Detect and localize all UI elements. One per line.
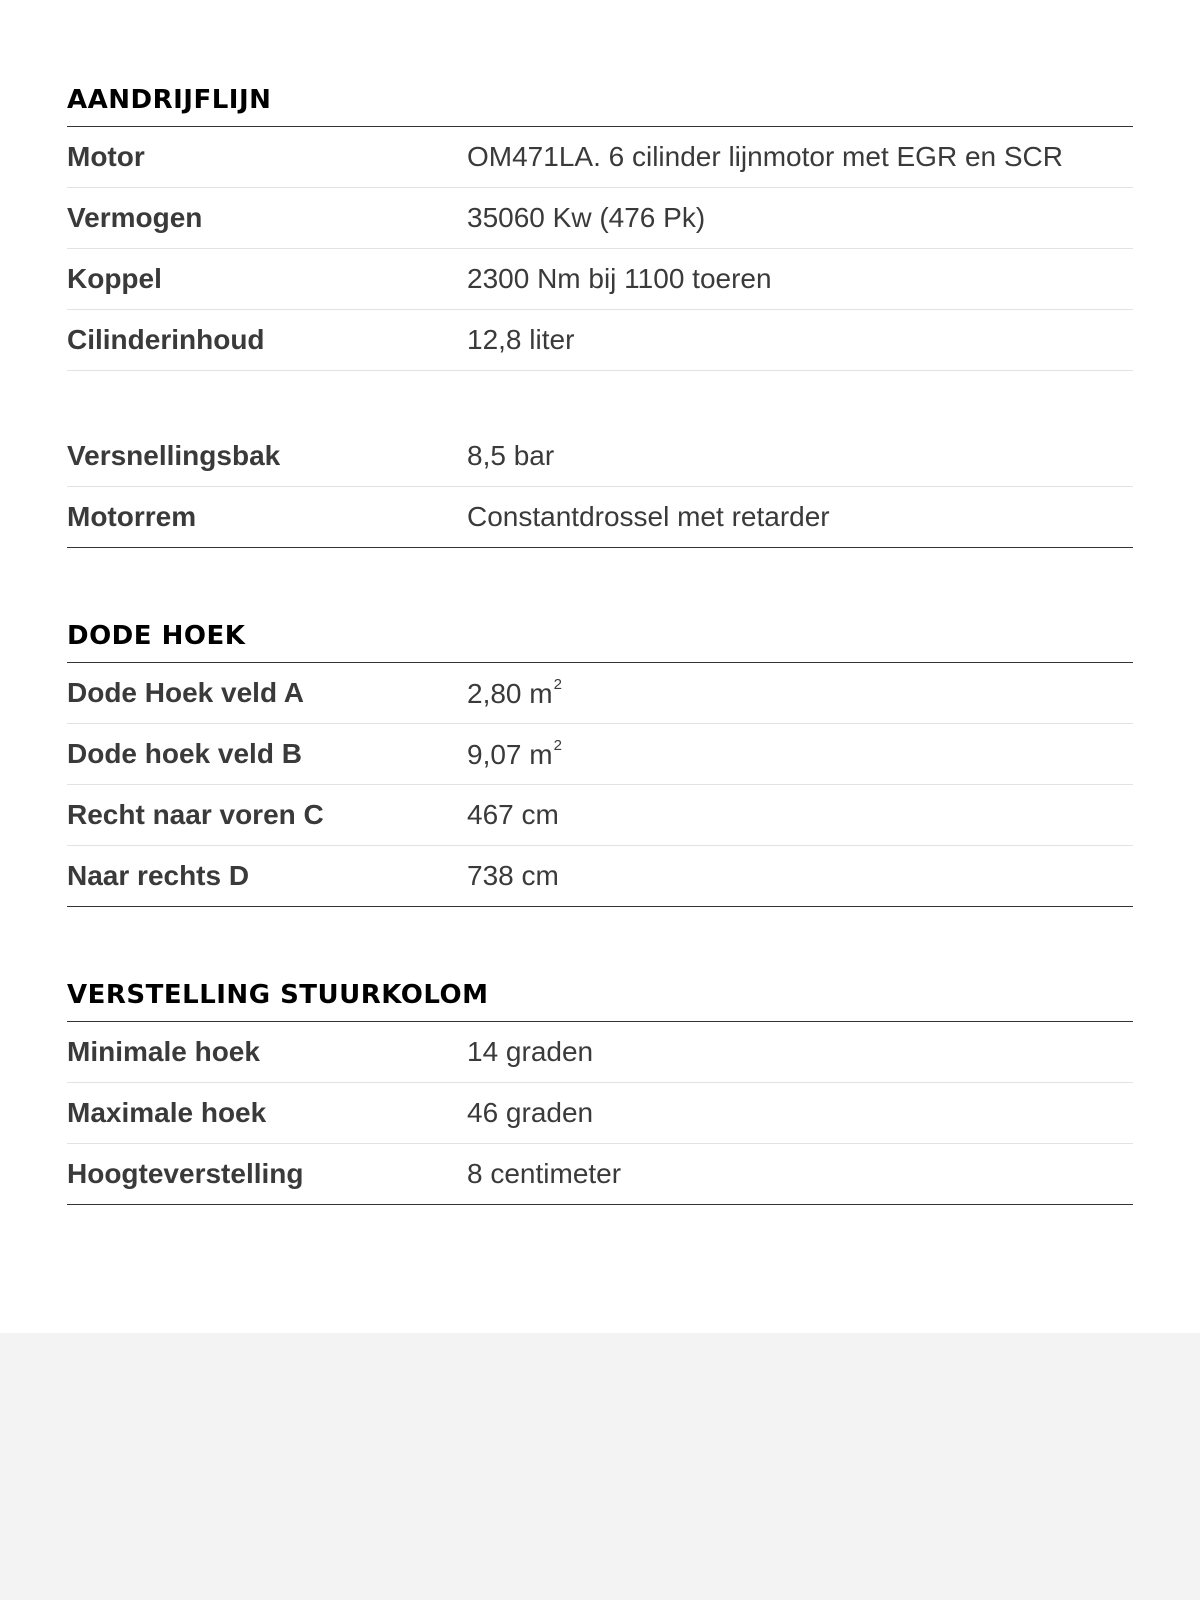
spec-label: Maximale hoek [67,1097,267,1128]
spec-value [467,737,1133,771]
spec-value: 738 cm [467,860,559,891]
spec-row [67,1144,1133,1205]
spec-label: Naar rechts D [67,860,250,891]
superscript: 2 [553,676,562,693]
spec-value: 8 centimeter [467,1158,622,1189]
section-aandrijflijn [67,80,1133,548]
section-title: VERSTELLING STUURKOLOM [67,975,1133,1022]
spec-value: 35060 Kw (476 Pk) [467,202,706,233]
value-text: 9,07 m [467,739,553,770]
spec-row [67,1022,1133,1083]
spec-label: Motor [67,141,145,172]
value-text: 2,80 m [467,678,553,709]
spec-row [67,724,1133,785]
spec-value: 2300 Nm bij 1100 toeren [467,263,772,294]
spec-label: Cilinderinhoud [67,324,265,355]
spec-row [67,249,1133,310]
spec-label: Motorrem [67,501,197,532]
spec-value: OM471LA. 6 cilinder lijnmotor met EGR en SCR [467,141,1063,172]
spec-row [67,487,1133,548]
spec-row [67,310,1133,371]
spec-label: Dode Hoek veld A [67,677,305,708]
spec-row [67,846,1133,907]
spec-label: Vermogen [67,202,203,233]
spec-row [67,127,1133,188]
spec-row [67,1083,1133,1144]
spec-value: 14 graden [467,1036,594,1067]
spec-value: 46 graden [467,1097,594,1128]
spec-label: Minimale hoek [67,1036,260,1067]
section-title: AANDRIJFLIJN [67,80,1133,127]
spec-label: Versnellingsbak [67,440,281,471]
spec-value: Constantdrossel met retarder [467,501,830,532]
spec-row [67,663,1133,724]
spec-value: 12,8 liter [467,324,575,355]
spec-value: 8,5 bar [467,440,555,471]
section-verstelling-stuurkolom [67,975,1133,1205]
spec-value: 467 cm [467,799,559,830]
superscript: 2 [553,737,562,754]
spec-label: Dode hoek veld B [67,738,302,769]
spec-row [67,188,1133,249]
spec-label: Hoogteverstelling [67,1158,304,1189]
spec-label: Recht naar voren C [67,799,324,830]
page-footer-background [0,1333,1200,1600]
section-title: DODE HOEK [67,616,1133,663]
section-dode-hoek [67,616,1133,907]
spec-label: Koppel [67,263,162,294]
spec-row [67,426,1133,487]
spec-row [67,785,1133,846]
spec-value [467,676,1133,710]
